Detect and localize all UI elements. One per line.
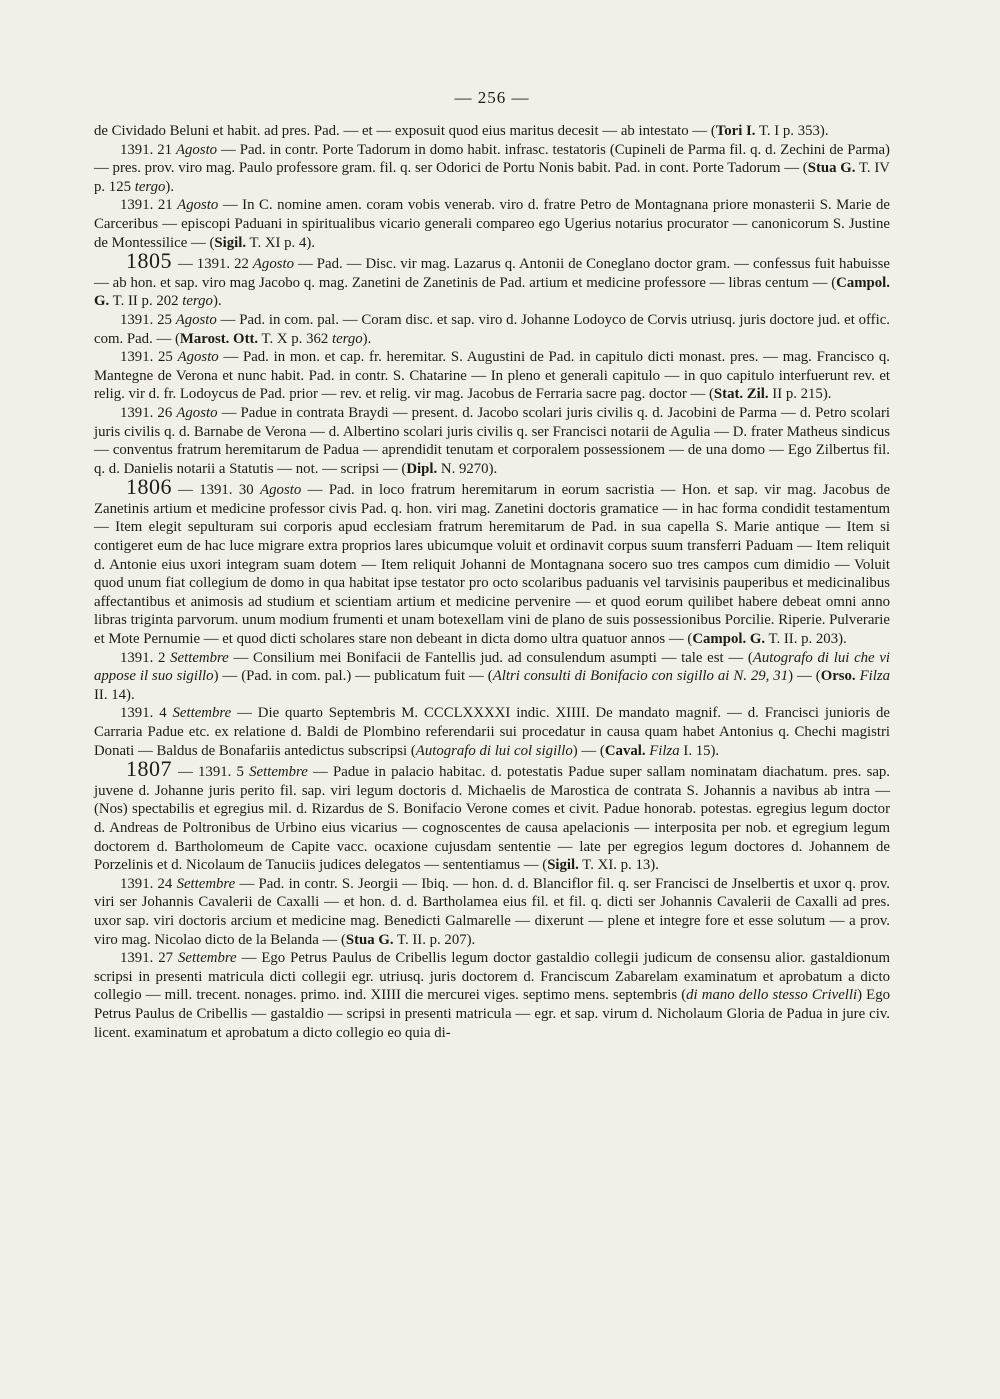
- paragraph-text: 1391. 2 Settembre — Consilium mei Bonifacii de Fantellis jud. ad consulendum asumpti — tale est — (Autografo di lui che vi appose il suo sigillo) — (Pad. in com. pal.) — publicatum fuit — (Altri consulti di Bonifacio con sigillo ai N. 29, 31) — (Orso. Filza II. 14).: [94, 649, 891, 703]
- paragraph: [94, 949, 890, 1042]
- paragraph: [94, 248, 891, 311]
- paragraph: [94, 474, 891, 648]
- paragraph: [94, 311, 890, 348]
- document-number: 1805: [126, 248, 172, 274]
- paragraph-text: 1391. 24 Settembre — Pad. in contr. S. Jeorgii — Ibiq. — hon. d. d. Blanciflor fil. q. ser Francisci de Jnselbertis et uxor q. prov. viri ser Johannis Cavalerii de Caxalli — et hon. d. d. Bartholamea eius fil. et fil. q. dicti ser Johannis Cavalerii de Caxalli ad pres. uxor sap. viri doctoris arcium et medicine mag. Benedicti Galmarelle — dixerunt — plene et integre fore et esse solutum — a prov. viro mag. Nicolao dicto de la Belanda — (Stua G. T. II. p. 207).: [94, 875, 890, 948]
- paragraph-text: de Cividado Beluni et habit. ad pres. Pad. — et — exposuit quod eius maritus decesit — ab intestato — (Tori I. T. I p. 353).: [94, 123, 829, 139]
- paragraph: [94, 348, 890, 404]
- paragraph-text: 1391. 21 Agosto — Pad. in contr. Porte Tadorum in domo habit. infrasc. testatoris (Cupineli de Parma fil. q. d. Zechini de Parma) — pres. prov. viro mag. Paulo professore gram. fil. q. ser Odorici de Portu Nonis babit. Pad. in cont. Porte Tadorum — (Stua G. T. IV p. 125 tergo).: [94, 141, 890, 195]
- paragraph: [94, 141, 890, 197]
- paragraph-text: 1391. 25 Agosto — Pad. in com. pal. — Coram disc. et sap. viro d. Johanne Lodoyco de Corvis utriusq. juris doctore jud. et offic. com. Pad. — (Marost. Ott. T. X p. 362 tergo).: [94, 311, 890, 347]
- paragraph-text: 1391. 25 Agosto — Pad. in mon. et cap. fr. heremitar. S. Augustini de Pad. in capitulo dicti monast. pres. — mag. Francisco q. Mantegne de Verona et nunc habit. Pad. in contr. S. Chatarine — In pleno et generali capitulo — in quo capitulo interfuerunt rev. et relig. vir d. fr. Lodoycus de Pad. prior — rev. et relig. vir mag. Jacobus de Ferraria sacre pag. doctor — (Stat. Zil. II p. 215).: [94, 349, 890, 403]
- paragraph-text: — 1391. 22 Agosto — Pad. — Disc. vir mag. Lazarus q. Antonii de Coneglano doctor gram. — confessus fuit habuisse — ab hon. et sap. viro mag Jacobo q. mag. Zanetini de Zanetinis de Pad. artium et medicine professore — libras centum — (Campol. G. T. II p. 202 tergo).: [94, 256, 891, 310]
- paragraph: [94, 704, 890, 760]
- document-number: 1806: [126, 474, 172, 500]
- document-number: 1807: [126, 756, 172, 782]
- paragraph-text: — 1391. 5 Settembre — Padue in palacio habitac. d. potestatis Padue super sallam nominatam diachatum. pres. sap. juvene d. Johanne juris perito fil. sap. viri legum doctoris d. Michaelis de Marostica de contrata S. Johannis a navibus ab intra — (Nos) spectabilis et egregius mil. d. Rizardus de S. Bonifacio Verone comes et civit. Padue honorab. potestas. egregius legum doctor d. Andreas de Poltronibus de Urbino eius vicarius — cognoscentes de causa apelacionis — interposita per nob. et egregium legum doctorem d. Bartholomeum de Capite vacc. ocaxione cujusdam sententie — late per egregios legum doctores d. Johannem de Porzelinis et d. Nicolaum de Tanuciis judices delegatos — sententiamus — (Sigil. T. XI. p. 13).: [94, 764, 890, 874]
- paragraph-text: 1391. 27 Settembre — Ego Petrus Paulus de Cribellis legum doctor gastaldio collegii judicum de consensu alior. gastaldionum scripsi in presenti matricula dicti collegii egr. utriusq. juris doctorem d. Franciscum Zabarelam examinatum et aprobatum a dicto collegio — mill. trecent. nonages. primo. ind. XIIII die mercurei viges. septimo mens. septembris (di mano dello stesso Crivelli) Ego Petrus Paulus de Cribellis — gastaldio — scripsi in presenti matricula — egr. et sap. virum d. Nicholaum Gloria de Padua in jure civ. licent. examinatum et aprobatum a dicto collegio eo quia di-: [94, 950, 890, 1041]
- paragraph: [94, 649, 890, 705]
- paragraph: [94, 122, 890, 141]
- paragraph: [94, 196, 890, 252]
- paragraph: [94, 404, 890, 478]
- paragraph-text: 1391. 4 Settembre — Die quarto Septembris M. CCCLXXXXI indic. XIIII. De mandato magnif. — d. Francisci junioris de Carraria Padue etc. ex relatione d. Baldi de Plombino referendarii sui procedatur in causa quam habet Antonius q. Chechi magistri Donati — Baldus de Bonafariis antedictus subscripsi (Autografo di lui col sigillo) — (Caval. Filza I. 15).: [94, 705, 890, 759]
- page-number: — 256 —: [454, 88, 530, 107]
- paragraph: [94, 875, 890, 949]
- document-body: [94, 122, 890, 1042]
- paragraph-text: 1391. 21 Agosto — In C. nomine amen. coram vobis venerab. viro d. fratre Petro de Montagnana priore monasterii S. Marie de Carceribus — episcopi Paduani in spiritualibus vicario generali compareo ego Ugerius notarius procurator — canonicorum S. Justine de Montessilice — (Sigil. T. XI p. 4).: [94, 197, 890, 251]
- paragraph-text: — 1391. 30 Agosto — Pad. in loco fratrum heremitarum in eorum sacristia — Hon. et sap. vir mag. Jacobus de Zanetinis artium et medicine professor civis Pad. q. hon. viri mag. Zanetini doctoris gramatice — in hac forma condidit testamentum — Item elegit sepulturam sui corporis apud ecclesiam fratrum heremitarum de Pad. in sua capella S. Marie antique — Item si contigeret eum de hac luce migrare extra proprios lares ubicumque voluit et ordinavit corpus suum transferri Paduam — Item reliquit d. Antonie eius uxori integram suam dotem — Item reliquit Johanni de Montagnana socero suo tres campos cum dimidio — Voluit quod unum fiat collegium de domo in qua habitat ipse testator pro octo scolaribus paduanis vel tarvisinis pauperibus et medicinalibus affectantibus et animosis ad studium et scientiam artium et medicine pervenire — et quod eorum quilibet habere debeat omni anno libras triginta parvorum. unum modium frumenti et unam botexellam vini de plano de suis possessionibus Porcilie. Riperie. Pulverarie et Mote Pernumie — et quod dicti scholares stare non debeant in dicta domo ultra quatuor annos — (Campol. G. T. II. p. 203).: [94, 482, 891, 648]
- paragraph: [94, 756, 890, 875]
- paragraph-text: 1391. 26 Agosto — Padue in contrata Braydi — present. d. Jacobo scolari juris civilis q. d. Jacobini de Parma — d. Petro scolari juris civilis q. d. Barnabe de Verona — d. Albertino scolari juris civilis q. ser Francisci notarii de Agulia — D. frater Matheus sindicus — conventus fratrum heremitarum de Padua — aprendidit tenutam et corporalem possessionem — de una domo — Ego Zilbertus fil. q. d. Danielis notarii a Statutis — not. — scripsi — (Dipl. N. 9270).: [94, 404, 890, 477]
